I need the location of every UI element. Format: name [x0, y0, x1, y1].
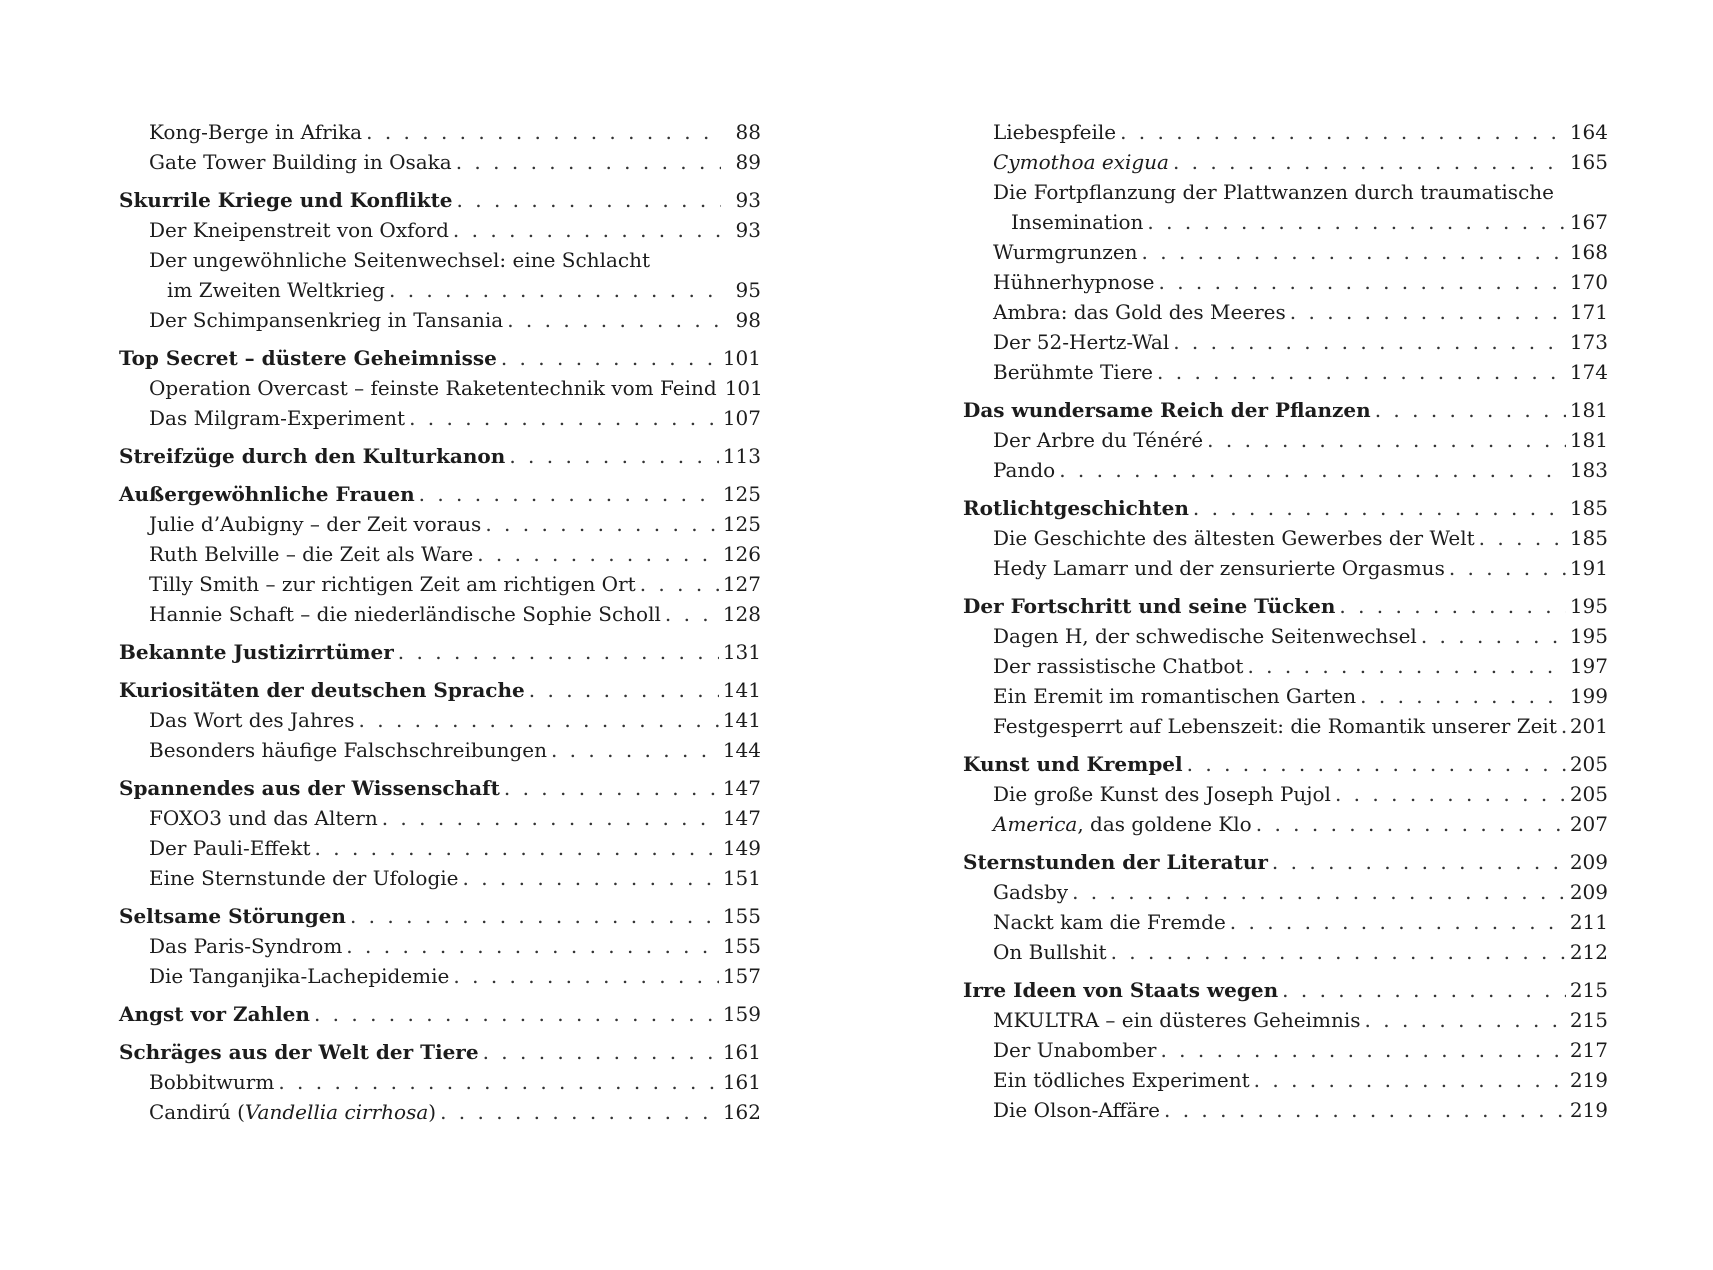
page-number: 162: [722, 1100, 761, 1124]
toc-section: [963, 749, 1608, 839]
chapter-entry: [119, 343, 761, 373]
entry-title: Das Paris-Syndrom: [149, 934, 343, 958]
entry-title: Hühnerhypnose: [993, 270, 1155, 294]
page-number: 95: [735, 278, 761, 302]
entry-title: Besonders häufige Falschschreibungen: [149, 738, 547, 762]
page-number: 126: [722, 542, 761, 566]
entry-title: FOXO3 und das Altern: [149, 806, 378, 830]
leader-dots: [1187, 749, 1566, 779]
subentry: [963, 455, 1608, 485]
page-number: 174: [1569, 360, 1608, 384]
page-number: 205: [1569, 752, 1608, 776]
toc-section: [119, 479, 761, 629]
entry-title: Bobbitwurm: [149, 1070, 275, 1094]
page-number: 147: [722, 776, 761, 800]
chapter-entry: [963, 975, 1608, 1005]
leader-dots: [1059, 455, 1566, 485]
page-number: 205: [1569, 782, 1608, 806]
chapter-entry: [119, 1037, 761, 1067]
toc-section: [119, 901, 761, 991]
chapter-entry: [963, 493, 1608, 523]
page-number: 183: [1569, 458, 1608, 482]
chapter-entry: [119, 479, 761, 509]
subentry: [963, 297, 1608, 327]
subentry: [119, 403, 761, 433]
page-number: 168: [1569, 240, 1608, 264]
page-number: 181: [1569, 428, 1608, 452]
page-number: 211: [1569, 910, 1608, 934]
leader-dots: [278, 1067, 719, 1097]
leader-dots: [1247, 651, 1565, 681]
page-number: 159: [722, 1002, 761, 1026]
entry-title: Der Unabomber: [993, 1038, 1157, 1062]
leader-dots: [350, 901, 719, 931]
page-number: 88: [735, 120, 761, 144]
leader-dots: [1282, 975, 1566, 1005]
subentry: [119, 599, 761, 629]
toc-section: [963, 975, 1608, 1125]
toc-page-left: [0, 0, 856, 1270]
page-number: 107: [722, 406, 761, 430]
subentry: [963, 327, 1608, 357]
chapter-entry: [963, 847, 1608, 877]
entry-title: Berühmte Tiere: [993, 360, 1154, 384]
toc-section: [963, 395, 1608, 485]
subentry: [119, 803, 761, 833]
entry-title: [149, 1097, 436, 1127]
page-number: 181: [1569, 398, 1608, 422]
entry-title: Die Geschichte des ältesten Gewerbes der Welt: [993, 526, 1475, 550]
chapter-title: Skurrile Kriege und Konflikte: [119, 188, 453, 212]
leader-dots: [366, 117, 721, 147]
leader-dots: [1158, 267, 1565, 297]
leader-dots: [1147, 207, 1565, 237]
chapter-title: Kunst und Krempel: [963, 752, 1183, 776]
subentry: [963, 809, 1608, 839]
leader-dots: [501, 343, 719, 373]
page-number: 164: [1569, 120, 1608, 144]
leader-dots: [507, 305, 721, 335]
page-number: 185: [1569, 526, 1608, 550]
subentry: [963, 937, 1608, 967]
leader-dots: [314, 999, 719, 1029]
chapter-title: Das wundersame Reich der Pflanzen: [963, 398, 1371, 422]
entry-title: Operation Overcast – feinste Raketentechnik vom Feind: [149, 376, 717, 400]
page-number: 141: [722, 678, 761, 702]
subentry: [963, 907, 1608, 937]
chapter-title: Schräges aus der Welt der Tiere: [119, 1040, 479, 1064]
subentry: [963, 681, 1608, 711]
page-number: 171: [1569, 300, 1608, 324]
entry-title: Julie d’Aubigny – der Zeit voraus: [149, 512, 482, 536]
entry-title: Ruth Belville – die Zeit als Ware: [149, 542, 474, 566]
subentry: [963, 267, 1608, 297]
page-number: 127: [722, 572, 761, 596]
page-number: 201: [1569, 714, 1608, 738]
subentry: [963, 877, 1608, 907]
subentry-line1: [963, 177, 1608, 207]
chapter-title: Irre Ideen von Staats wegen: [963, 978, 1279, 1002]
entry-title: Der rassistische Chatbot: [993, 654, 1244, 678]
entry-title: [993, 809, 1252, 839]
leader-dots: [346, 931, 719, 961]
page-number: 128: [722, 602, 761, 626]
entry-title: Der Schimpansenkrieg in Tansania: [149, 308, 504, 332]
page-number: 219: [1569, 1068, 1608, 1092]
entry-title: Pando: [993, 458, 1056, 482]
entry-title: [993, 147, 1169, 177]
entry-title: On Bullshit: [993, 940, 1107, 964]
leader-dots: [1111, 937, 1566, 967]
entry-title: Der Kneipenstreit von Oxford: [149, 218, 449, 242]
leader-dots: [389, 275, 721, 305]
page-number: 155: [722, 904, 761, 928]
subentry-line1: [119, 245, 761, 275]
entry-title: Der Pauli-Effekt: [149, 836, 311, 860]
subentry: [963, 425, 1608, 455]
page-number: 209: [1569, 850, 1608, 874]
toc-section: [119, 773, 761, 893]
chapter-entry: [119, 441, 761, 471]
entry-title-italic: America: [993, 812, 1078, 836]
chapter-title: Bekannte Justizirrtümer: [119, 640, 394, 664]
leader-dots: [1157, 357, 1566, 387]
subentry: [963, 779, 1608, 809]
toc-section: [963, 493, 1608, 583]
leader-dots: [456, 147, 721, 177]
entry-title: Dagen H, der schwedische Seitenwechsel: [993, 624, 1417, 648]
page-number: 125: [722, 512, 761, 536]
leader-dots: [551, 735, 719, 765]
entry-title: Liebespfeile: [993, 120, 1117, 144]
page-number: 209: [1569, 880, 1608, 904]
entry-title: Ambra: das Gold des Meeres: [993, 300, 1286, 324]
leader-dots: [529, 675, 719, 705]
entry-title-text: , das goldene Klo: [1077, 812, 1252, 836]
page-number: 125: [722, 482, 761, 506]
page-number: 147: [722, 806, 761, 830]
leader-dots: [1449, 553, 1566, 583]
page-number: 191: [1569, 556, 1608, 580]
page-number: 219: [1569, 1098, 1608, 1122]
subentry: [963, 651, 1608, 681]
page-number: 151: [722, 866, 761, 890]
leader-dots: [1375, 395, 1566, 425]
subentry: [963, 553, 1608, 583]
chapter-title: Spannendes aus der Wissenschaft: [119, 776, 500, 800]
subentry: [119, 215, 761, 245]
page-number: 215: [1569, 1008, 1608, 1032]
entry-title: Der Arbre du Ténéré: [993, 428, 1204, 452]
subentry: [119, 509, 761, 539]
page-number: 185: [1569, 496, 1608, 520]
subentry: [119, 833, 761, 863]
chapter-title: Seltsame Störungen: [119, 904, 346, 928]
chapter-entry: [963, 395, 1608, 425]
entry-title: Eine Sternstunde der Ufologie: [149, 866, 459, 890]
subentry: [963, 237, 1608, 267]
leader-dots: [1164, 1095, 1566, 1125]
leader-dots: [1421, 621, 1566, 651]
leader-dots: [359, 705, 719, 735]
page-number: 173: [1569, 330, 1608, 354]
subentry: [963, 357, 1608, 387]
leader-dots: [1193, 493, 1566, 523]
leader-dots: [462, 863, 718, 893]
entry-title-italic: Vandellia cirrhosa: [244, 1100, 429, 1124]
page-number: 155: [722, 934, 761, 958]
page-number: 215: [1569, 978, 1608, 1002]
chapter-entry: [963, 591, 1608, 621]
page-number: 207: [1569, 812, 1608, 836]
leader-dots: [453, 961, 718, 991]
leader-dots: [1360, 681, 1566, 711]
page-number: 98: [735, 308, 761, 332]
subentry: [119, 275, 761, 305]
entry-title: Der 52-Hertz-Wal: [993, 330, 1170, 354]
entry-title: Die Tanganjika-Lachepidemie: [149, 964, 450, 988]
chapter-title: Rotlichtgeschichten: [963, 496, 1189, 520]
entry-title: Hedy Lamarr und der zensurierte Orgasmus: [993, 556, 1445, 580]
chapter-entry: [119, 637, 761, 667]
toc-section: [963, 591, 1608, 741]
subentry: [963, 621, 1608, 651]
toc-section: [119, 637, 761, 667]
entry-title: Wurmgrunzen: [993, 240, 1138, 264]
leader-dots: [665, 599, 719, 629]
subentry: [119, 735, 761, 765]
toc-section: [963, 117, 1608, 387]
toc-section: [119, 343, 761, 433]
leader-dots: [483, 1037, 719, 1067]
page-number: 217: [1569, 1038, 1608, 1062]
subentry: [119, 1067, 761, 1097]
chapter-entry: [119, 773, 761, 803]
leader-dots: [1173, 147, 1566, 177]
page-number: 144: [722, 738, 761, 762]
page-number: 131: [722, 640, 761, 664]
subentry: [119, 147, 761, 177]
subentry: [963, 1005, 1608, 1035]
leader-dots: [1072, 877, 1566, 907]
subentry: [119, 961, 761, 991]
subentry: [963, 1065, 1608, 1095]
subentry: [119, 931, 761, 961]
entry-title-italic: Cymothoa exigua: [993, 150, 1169, 174]
page-number: 161: [722, 1070, 761, 1094]
entry-title: Ein tödliches Experiment: [993, 1068, 1250, 1092]
entry-title: Hannie Schaft – die niederländische Sophie Scholl: [149, 602, 661, 626]
entry-title: Die Olson-Affäre: [993, 1098, 1160, 1122]
page-number: 199: [1569, 684, 1608, 708]
page-number: 157: [722, 964, 761, 988]
page-number: 212: [1569, 940, 1608, 964]
leader-dots: [457, 185, 721, 215]
subentry: [963, 1035, 1608, 1065]
page-number: 195: [1569, 624, 1608, 648]
subentry: [119, 117, 761, 147]
page-number: 195: [1569, 594, 1608, 618]
chapter-title: Kuriositäten der deutschen Sprache: [119, 678, 525, 702]
toc-page-right: [857, 0, 1713, 1270]
subentry: [119, 705, 761, 735]
leader-dots: [1272, 847, 1566, 877]
leader-dots: [398, 637, 719, 667]
entry-title: im Zweiten Weltkrieg: [167, 278, 385, 302]
chapter-entry: [119, 901, 761, 931]
leader-dots: [1207, 425, 1566, 455]
page-number: 101: [722, 346, 761, 370]
entry-title: MKULTRA – ein düsteres Geheimnis: [993, 1008, 1361, 1032]
page-number: 197: [1569, 654, 1608, 678]
subentry: [119, 373, 761, 403]
toc-column-left: [119, 117, 761, 1135]
page-number: 165: [1569, 150, 1608, 174]
chapter-title: Sternstunden der Literatur: [963, 850, 1268, 874]
page-number: 161: [722, 1040, 761, 1064]
leader-dots: [315, 833, 719, 863]
page-number: 101: [724, 376, 763, 400]
leader-dots: [640, 569, 719, 599]
leader-dots: [1230, 907, 1566, 937]
chapter-title: Streifzüge durch den Kulturkanon: [119, 444, 506, 468]
subentry: [963, 207, 1608, 237]
page-number: 89: [735, 150, 761, 174]
toc-section: [119, 675, 761, 765]
leader-dots: [409, 403, 719, 433]
leader-dots: [440, 1097, 719, 1127]
page-number: 170: [1569, 270, 1608, 294]
entry-title: Insemination: [1011, 210, 1144, 234]
entry-title: Nackt kam die Fremde: [993, 910, 1226, 934]
subentry: [119, 305, 761, 335]
toc-section: [119, 999, 761, 1029]
entry-title: Ein Eremit im romantischen Garten: [993, 684, 1357, 708]
page-number: 149: [722, 836, 761, 860]
subentry: [963, 523, 1608, 553]
chapter-title: Top Secret – düstere Geheimnisse: [119, 346, 497, 370]
chapter-title: Der Fortschritt und seine Tücken: [963, 594, 1336, 618]
leader-dots: [1290, 297, 1566, 327]
subentry: [963, 147, 1608, 177]
subentry: [119, 539, 761, 569]
toc-section: [119, 1037, 761, 1127]
entry-title: Festgesperrt auf Lebenszeit: die Romantik unserer Zeit: [993, 714, 1557, 738]
page-number: 93: [735, 218, 761, 242]
entry-title: Gate Tower Building in Osaka: [149, 150, 452, 174]
page-number: 141: [722, 708, 761, 732]
leader-dots: [453, 215, 721, 245]
entry-title-text: Candirú (: [149, 1100, 245, 1124]
entry-title: Tilly Smith – zur richtigen Zeit am richtigen Ort: [149, 572, 636, 596]
page-number: 167: [1569, 210, 1608, 234]
entry-title: Das Milgram-Experiment: [149, 406, 406, 430]
entry-title: Kong-Berge in Afrika: [149, 120, 363, 144]
entry-title-text-after: ): [428, 1100, 437, 1124]
leader-dots: [1335, 779, 1566, 809]
subentry: [119, 863, 761, 893]
subentry: [963, 1095, 1608, 1125]
entry-title-line1: Die Fortpflanzung der Plattwanzen durch traumatische: [993, 180, 1554, 204]
leader-dots: [477, 539, 719, 569]
toc-column-right: [963, 117, 1608, 1133]
leader-dots: [485, 509, 718, 539]
toc-section: [963, 847, 1608, 967]
leader-dots: [382, 803, 719, 833]
toc-section: [119, 441, 761, 471]
leader-dots: [1479, 523, 1566, 553]
leader-dots: [1254, 1065, 1566, 1095]
leader-dots: [1365, 1005, 1566, 1035]
chapter-entry: [119, 185, 761, 215]
leader-dots: [1142, 237, 1566, 267]
chapter-entry: [119, 999, 761, 1029]
chapter-title: Außergewöhnliche Frauen: [119, 482, 415, 506]
chapter-entry: [963, 749, 1608, 779]
chapter-title: Angst vor Zahlen: [119, 1002, 310, 1026]
entry-title-line1: Der ungewöhnliche Seitenwechsel: eine Schlacht: [149, 248, 651, 272]
leader-dots: [1173, 327, 1566, 357]
entry-title: Das Wort des Jahres: [149, 708, 355, 732]
leader-dots: [1160, 1035, 1565, 1065]
subentry: [963, 117, 1608, 147]
page-number: 113: [722, 444, 761, 468]
entry-title: Gadsby: [993, 880, 1069, 904]
leader-dots: [1120, 117, 1566, 147]
toc-section: [119, 185, 761, 335]
leader-dots: [419, 479, 719, 509]
page-number: 93: [735, 188, 761, 212]
leader-dots: [1561, 711, 1566, 741]
subentry: [963, 711, 1608, 741]
subentry: [119, 569, 761, 599]
entry-title: Die große Kunst des Joseph Pujol: [993, 782, 1331, 806]
leader-dots: [509, 441, 719, 471]
leader-dots: [1339, 591, 1565, 621]
subentry: [119, 1097, 761, 1127]
chapter-entry: [119, 675, 761, 705]
toc-section: [119, 117, 761, 177]
leader-dots: [504, 773, 719, 803]
leader-dots: [1256, 809, 1566, 839]
